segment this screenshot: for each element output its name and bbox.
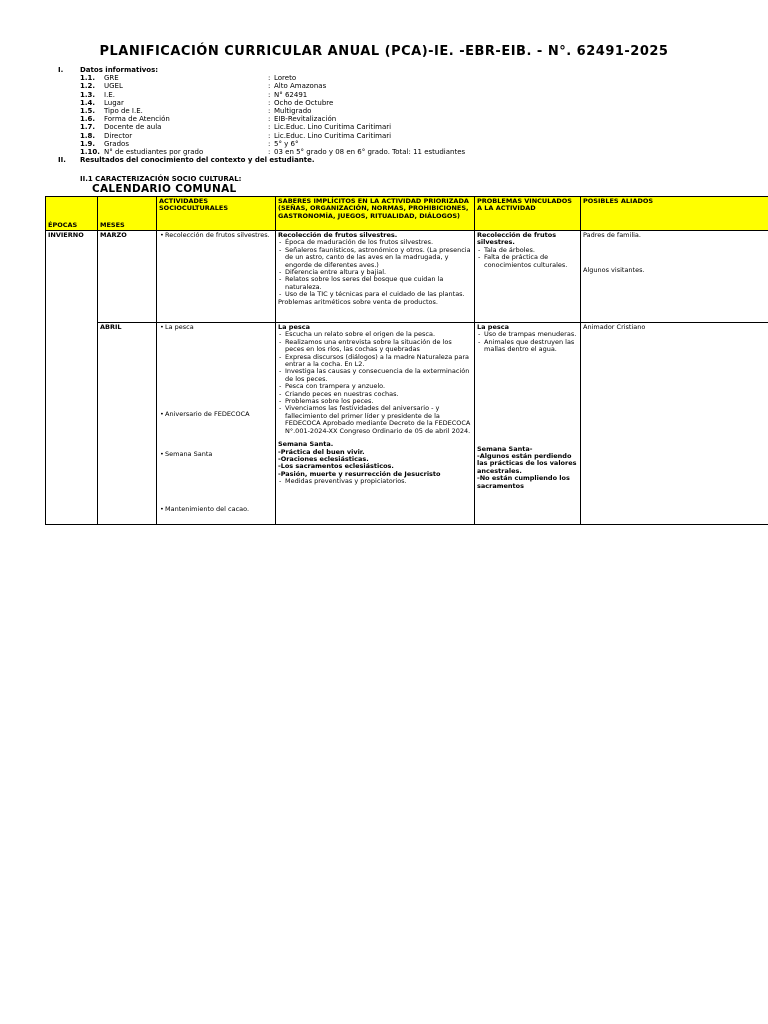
problema-line: -Algunos están perdiendo las prácticas de los valores ancestrales.	[477, 452, 577, 475]
info-value: 5° y 6°	[274, 139, 299, 148]
info-row	[58, 82, 758, 90]
info-sep: :	[268, 82, 271, 91]
table-row-marzo	[46, 231, 768, 323]
calendar-table	[45, 196, 768, 525]
info-row	[58, 140, 758, 148]
info-value: EIB-Revitalización	[274, 115, 337, 124]
saberes-extra: Problemas aritméticos sobre venta de productos.	[278, 297, 438, 306]
section-label: Resultados del conocimiento del contexto y del estudiante.	[80, 156, 315, 165]
activity-item: • La pesca	[159, 324, 273, 331]
saber-item: - Época de maduración de los frutos silvestres.	[285, 239, 472, 246]
info-row	[58, 115, 758, 123]
info-sep: :	[268, 148, 271, 157]
info-num: 1.3.	[80, 90, 96, 99]
activity-item: • Recolección de frutos silvestres.	[159, 232, 273, 239]
info-label: Grados	[104, 139, 129, 148]
saber-item: - Pesca con trampera y anzuelo.	[285, 383, 472, 390]
informative-data	[58, 66, 758, 164]
info-sep: :	[268, 107, 271, 116]
saber-item: - Medidas preventivas y propiciatorios.	[285, 478, 472, 485]
info-value: Alto Amazonas	[274, 82, 327, 91]
info-label: I.E.	[104, 90, 115, 99]
info-label: Tipo de I.E.	[104, 107, 143, 116]
info-row	[58, 91, 758, 99]
activities-abril	[157, 323, 276, 525]
header-epocas: ÉPOCAS	[46, 197, 98, 231]
page-title: PLANIFICACIÓN CURRICULAR ANUAL (PCA)-IE. -EBR-EIB. - N°. 62491-2025	[99, 44, 669, 59]
saber-item: - Escucha un relato sobre el origen de la pesca.	[285, 331, 472, 338]
header-actividades: ACTIVIDADES SOCIOCULTURALES	[157, 197, 276, 231]
aliados-abril: Animador Cristiano	[581, 323, 768, 525]
info-label: Forma de Atención	[104, 115, 170, 124]
problemas-marzo	[475, 231, 581, 323]
info-label: UGEL	[104, 82, 123, 91]
activity-item: • Semana Santa	[159, 451, 273, 458]
semana-line: -Práctica del buen vivir.	[278, 447, 365, 456]
semana-line: -Pasión, muerte y resurrección de Jesucristo	[278, 469, 441, 478]
info-value: Lic.Educ. Lino Curitima Caritimari	[274, 131, 392, 140]
table-row-abril	[46, 323, 768, 525]
info-sep: :	[268, 74, 271, 83]
info-value: 03 en 5° grado y 08 en 6° grado. Total: 11 estudiantes	[274, 148, 466, 157]
activity-item: • Aniversario de FEDECOCA	[159, 411, 273, 418]
info-row	[58, 123, 758, 131]
problema-item: - Animales que destruyen las mallas dentro el agua.	[484, 339, 578, 354]
problema-line: -No están cumpliendo los sacramentos	[477, 474, 570, 490]
info-label: Lugar	[104, 98, 124, 107]
header-aliados: POSIBLES ALIADOS	[581, 197, 768, 231]
info-num: 1.2.	[80, 82, 96, 91]
info-row	[58, 148, 758, 156]
problema-item: - Falta de práctica de conocimientos culturales.	[484, 254, 578, 269]
activity-item: • Mantenimiento del cacao.	[159, 506, 273, 513]
info-sep: :	[268, 123, 271, 132]
saber-item: - Investiga las causas y consecuencia de la exterminación de los peces.	[285, 368, 472, 383]
aliado-item: Padres de familia.	[583, 231, 641, 239]
info-num: 1.6.	[80, 115, 96, 124]
info-value: Lic.Educ. Lino Curitima Caritimari	[274, 123, 392, 132]
month-abril: ABRIL	[98, 323, 157, 525]
info-num: 1.5.	[80, 107, 96, 116]
info-row	[58, 132, 758, 140]
saber-item: - Problemas sobre los peces.	[285, 398, 472, 405]
semana-title: Semana Santa.	[278, 440, 334, 449]
problemas-title: Recolección de frutos silvestres.	[477, 231, 557, 247]
info-row	[58, 107, 758, 115]
info-sep: :	[268, 115, 271, 124]
aliado-item: Algunos visitantes.	[583, 266, 645, 275]
info-label: Docente de aula	[104, 123, 162, 132]
section-number: II.	[58, 156, 66, 165]
table-header-row	[46, 197, 768, 231]
info-row	[58, 74, 758, 82]
header-saberes: SABERES IMPLÍCITOS EN LA ACTIVIDAD PRIORIZADA (SEÑAS, ORGANIZACIÓN, NORMAS, PROHIBICIONES, GASTRONOMÍA, JUEGOS, RITUALIDAD, DIÁLOGOS)	[276, 197, 475, 231]
saberes-abril	[276, 323, 475, 525]
aliados-marzo	[581, 231, 768, 323]
info-num: 1.9.	[80, 139, 96, 148]
activities-marzo	[157, 231, 276, 323]
problemas-abril	[475, 323, 581, 525]
section-2-heading	[58, 156, 758, 164]
saberes-title: La pesca	[278, 323, 310, 331]
info-label: N° de estudiantes por grado	[104, 148, 204, 157]
problema-item: - Tala de árboles.	[484, 247, 578, 254]
section-number: I.	[58, 66, 64, 74]
info-label: Director	[104, 131, 133, 140]
saber-item: - Señaleros faunísticos, astronómico y otros. (La presencia de un astro, canto de las aves en la madrugada, y engorde de diferentes aves.)	[285, 247, 472, 269]
calendar-title: CALENDARIO COMUNAL	[92, 183, 237, 195]
saber-item: - Relatos sobre los seres del bosque que cuidan la naturaleza.	[285, 276, 472, 291]
saber-item: - Realizamos una entrevista sobre la situación de los peces en los ríos, las cochas y quebradas	[285, 339, 472, 354]
info-sep: :	[268, 90, 271, 99]
semana-line: -Oraciones eclesiásticas.	[278, 454, 369, 463]
info-sep: :	[268, 98, 271, 107]
section-label: Datos informativos:	[80, 66, 159, 74]
saber-item: - Uso de la TIC y técnicas para el cuidado de las plantas.	[285, 291, 472, 298]
subsection-heading: II.1 CARACTERIZACIÓN SOCIO CULTURAL:	[80, 175, 242, 183]
info-num: 1.8.	[80, 131, 96, 140]
header-meses: MESES	[98, 197, 157, 231]
saber-item: - Vivenciamos las festividades del aniversario - y fallecimiento del primer líder y presidente de la FEDECOCA Aprobado mediante Decreto de la FEDECOCA N°.001-2024-XX Congreso Ordinario de 05 de abril 2024.	[285, 405, 472, 435]
info-num: 1.4.	[80, 98, 96, 107]
info-value: N° 62491	[274, 90, 308, 99]
saber-item: - Criando peces en nuestras cochas.	[285, 391, 472, 398]
info-value: Loreto	[274, 74, 297, 83]
info-value: Multigrado	[274, 107, 312, 116]
saberes-title: Recolección de frutos silvestres.	[278, 231, 398, 239]
epoch-invierno: INVIERNO	[46, 231, 98, 525]
info-row	[58, 99, 758, 107]
info-sep: :	[268, 139, 271, 148]
header-problemas: PROBLEMAS VINCULADOS A LA ACTIVIDAD	[475, 197, 581, 231]
problemas-title: Semana Santa-	[477, 444, 533, 453]
section-1-heading	[58, 66, 758, 74]
semana-line: -Los sacramentos eclesiásticos.	[278, 462, 394, 471]
info-sep: :	[268, 131, 271, 140]
info-label: GRE	[104, 74, 119, 83]
info-value: Ocho de Octubre	[274, 98, 334, 107]
info-num: 1.10.	[80, 148, 100, 157]
problemas-title: La pesca	[477, 323, 509, 331]
info-num: 1.1.	[80, 74, 96, 83]
saber-item: - Diferencia entre altura y bajial.	[285, 269, 472, 276]
info-num: 1.7.	[80, 123, 96, 132]
problema-item: - Uso de trampas menuderas.	[484, 331, 578, 338]
saber-item: - Expresa discursos (diálogos) a la madre Naturaleza para entrar a la cocha. En L2.	[285, 354, 472, 369]
month-marzo: MARZO	[98, 231, 157, 323]
saberes-marzo	[276, 231, 475, 323]
